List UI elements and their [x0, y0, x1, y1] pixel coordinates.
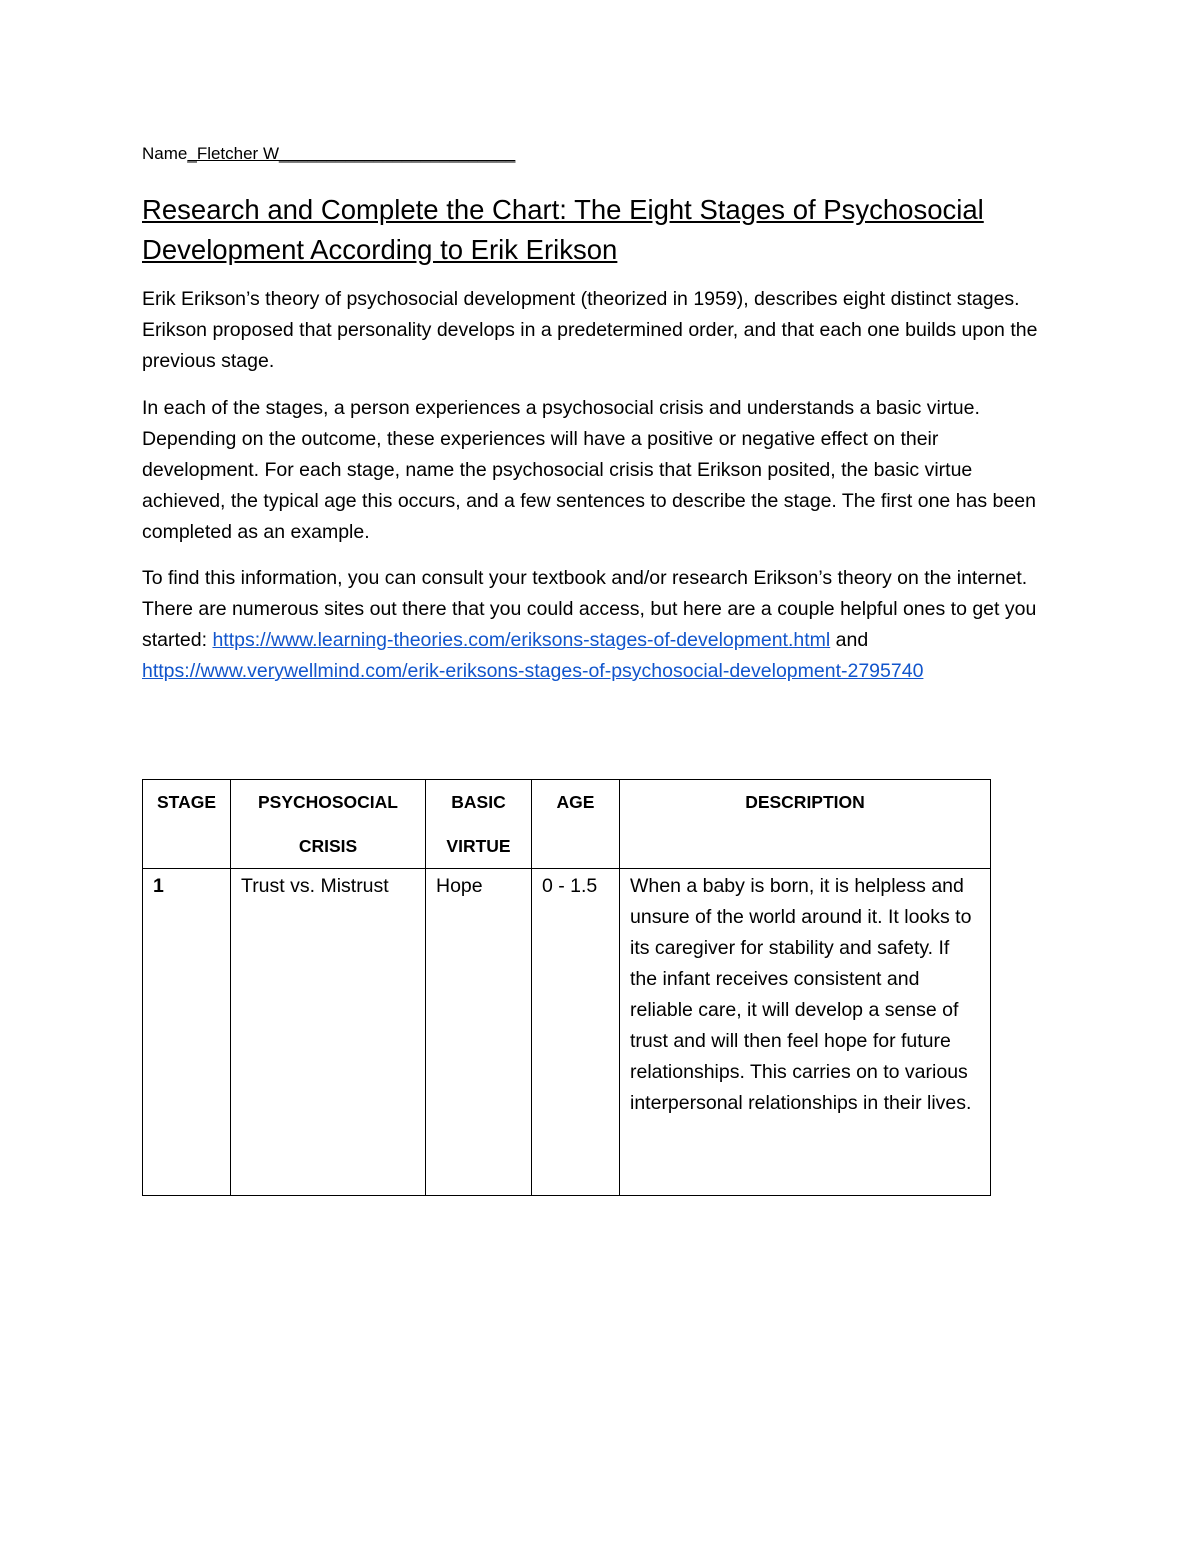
cell-crisis[interactable]: Trust vs. Mistrust	[231, 869, 426, 1196]
verywellmind-link[interactable]: https://www.verywellmind.com/erik-eriksons-stages-of-psychosocial-development-2795740	[142, 660, 924, 682]
name-field	[142, 144, 515, 164]
erikson-stages-table	[142, 779, 991, 1196]
cell-age[interactable]: 0 - 1.5	[532, 869, 620, 1196]
header-age: AGE	[532, 780, 620, 869]
cell-virtue[interactable]: Hope	[426, 869, 532, 1196]
name-label: Name	[142, 144, 188, 163]
cell-description[interactable]: When a baby is born, it is helpless and unsure of the world around it. It looks to its caregiver for stability and safety. If the infant receives consistent and reliable care, it will develop a sense of trust and will then feel hope for future relationships. This carries on to various interpersonal relationships in their lives.	[620, 869, 991, 1196]
header-description: DESCRIPTION	[620, 780, 991, 869]
resources-and-text: and	[830, 629, 869, 651]
header-stage: STAGE	[143, 780, 231, 869]
name-value[interactable]: _Fletcher W_________________________	[187, 144, 516, 163]
instructions-paragraph: In each of the stages, a person experiences a psychosocial crisis and understands a basic virtue. Depending on the outcome, these experiences will have a positive or negative effect on their development. For each stage, name the psychosocial crisis that Erikson posited, the basic virtue achieved, the typical age this occurs, and a few sentences to describe the stage. The first one has been completed as an example.	[142, 397, 1036, 543]
resources-paragraph	[142, 563, 1057, 687]
header-psychosocial-crisis: PSYCHOSOCIAL CRISIS	[231, 780, 426, 869]
table-header-row	[143, 780, 991, 869]
intro-paragraph: Erik Erikson’s theory of psychosocial development (theorized in 1959), describes eight distinct stages. Erikson proposed that personality develops in a predetermined order, and that each one builds upon the previous stage.	[142, 288, 1038, 372]
table-row	[143, 869, 991, 1196]
cell-stage[interactable]: 1	[143, 869, 231, 1196]
resources-text: To find this information, you can consult your textbook and/or research Erikson’s theory on the internet. There are numerous sites out there that you could access, but here are a couple helpful ones to get you started:	[142, 567, 1037, 651]
learning-theories-link[interactable]: https://www.learning-theories.com/eriksons-stages-of-development.html	[212, 629, 831, 651]
header-basic-virtue: BASIC VIRTUE	[426, 780, 532, 869]
document-title: Research and Complete the Chart: The Eight Stages of Psychosocial Development According to Erik Erikson	[142, 194, 984, 265]
